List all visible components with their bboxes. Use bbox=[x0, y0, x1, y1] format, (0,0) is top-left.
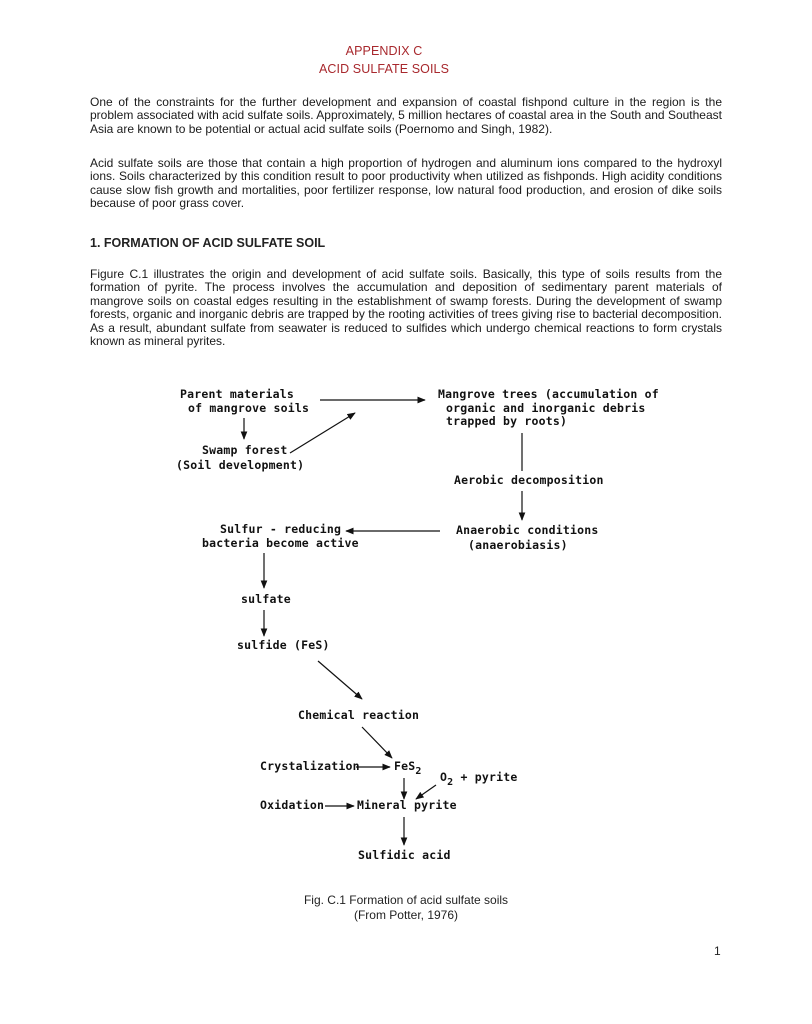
arrow-o2-to-mineral-pyrite bbox=[416, 785, 436, 799]
section-heading-formation: 1. FORMATION OF ACID SULFATE SOIL bbox=[90, 236, 326, 250]
node-aerobic-decomposition: Aerobic decomposition bbox=[454, 473, 604, 487]
node-crystallization: Crystalization bbox=[260, 759, 360, 773]
figure-caption-source: (From Potter, 1976) bbox=[353, 908, 459, 922]
node-fes2: FeS2 bbox=[394, 759, 422, 777]
arrow-chemical-to-fes2 bbox=[362, 727, 392, 758]
figure-caption bbox=[0, 893, 812, 923]
arrow-swamp-to-mangrove bbox=[290, 413, 355, 453]
formation-paragraph: Figure C.1 illustrates the origin and development of acid sulfate soils. Basically, this type of soils results from the formation of pyrite. The process involves the accumulation and deposition of sedimentary parent materials of mangrove soils on coastal edges resulting in the establishment of swamp forests. During the development of swamp forests, organic and inorganic debris are trapped by the rooting activities of trees giving rise to bacterial decomposition. As a result, abundant sulfate from seawater is reduced to sulfides which undergo chemical reactions to form crystals known as mineral pyrites. bbox=[90, 267, 722, 349]
page-title: ACID SULFATE SOILS bbox=[318, 62, 450, 76]
intro-paragraph-1: One of the constraints for the further development and expansion of coastal fishpond culture in the region is the problem associated with acid sulfate soils. Approximately, 5 million hectares of coastal area in the South and Southeast Asia are known to be potential or actual acid sulfate soils (Poernomo and Singh, 1982). bbox=[90, 95, 722, 136]
node-mangrove-trees-line1: Mangrove trees (accumulation of bbox=[438, 387, 659, 401]
page-number: 1 bbox=[714, 944, 721, 958]
node-mangrove-trees-line2: organic and inorganic debris bbox=[446, 401, 646, 415]
node-anaerobic-conditions-line1: Anaerobic conditions bbox=[456, 523, 599, 537]
node-chemical-reaction: Chemical reaction bbox=[298, 708, 420, 722]
node-sulfide: sulfide (FeS) bbox=[237, 638, 330, 652]
node-swamp-forest-line1: Swamp forest bbox=[202, 443, 288, 457]
node-mineral-pyrite: Mineral pyrite bbox=[357, 798, 457, 812]
arrow-sulfide-to-chemical-reaction bbox=[318, 661, 362, 699]
node-swamp-forest-line2: (Soil development) bbox=[176, 458, 305, 472]
node-o2-pyrite: O2 + pyrite bbox=[440, 770, 518, 788]
figure-caption-title: Fig. C.1 Formation of acid sulfate soils bbox=[303, 893, 509, 907]
node-mangrove-trees-line3: trapped by roots) bbox=[446, 414, 568, 428]
node-sulfur-reducing-bacteria-line1: Sulfur - reducing bbox=[220, 522, 342, 536]
node-oxidation: Oxidation bbox=[260, 798, 325, 812]
node-sulfate: sulfate bbox=[241, 592, 291, 606]
acid-sulfate-formation-diagram bbox=[150, 375, 659, 875]
node-parent-materials-line2: of mangrove soils bbox=[188, 401, 310, 415]
appendix-label: APPENDIX C bbox=[345, 44, 423, 58]
intro-paragraph-2: Acid sulfate soils are those that contain a high proportion of hydrogen and aluminum ions compared to the hydroxyl ions. Soils characterized by this condition result to poor productivity when utilized as fishponds. High acidity conditions cause slow fish growth and mortalities, poor fertilizer response, low natural food production, and erosion of dike soils because of poor grass cover. bbox=[90, 156, 722, 211]
node-sulfidic-acid: Sulfidic acid bbox=[358, 848, 451, 862]
node-parent-materials-line1: Parent materials bbox=[180, 387, 294, 401]
node-sulfur-reducing-bacteria-line2: bacteria become active bbox=[202, 536, 359, 550]
node-anaerobic-conditions-line2: (anaerobiasis) bbox=[468, 538, 568, 552]
